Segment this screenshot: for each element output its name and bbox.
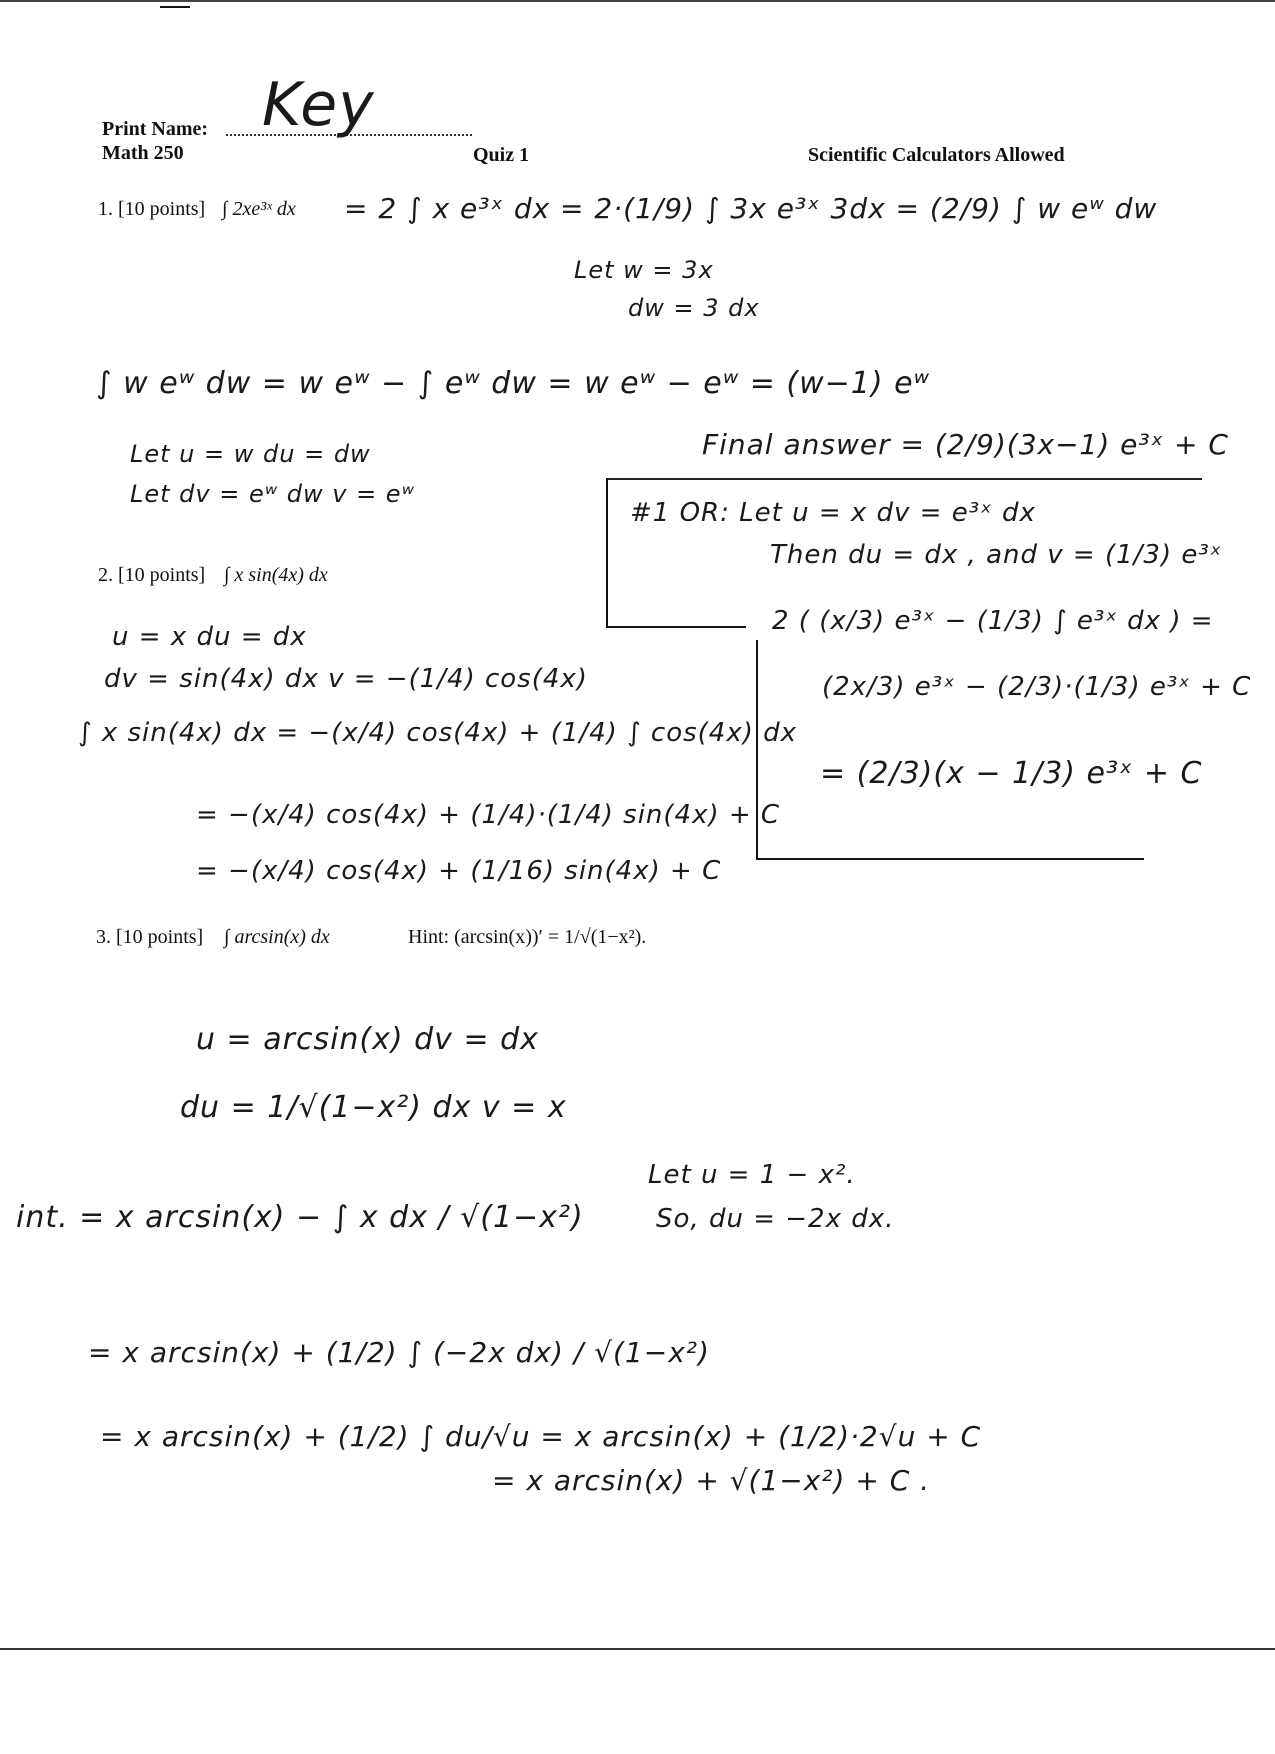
problem1-parts: ∫ w eʷ dw = w eʷ − ∫ eʷ dw = w eʷ − eʷ = (w−1) eʷ (96, 366, 930, 401)
problem2-dv-v: dv = sin(4x) dx v = −(1/4) cos(4x) (104, 664, 588, 694)
problem2-integral: ∫ x sin(4x) dx (224, 564, 328, 586)
problem3-integral: ∫ arcsin(x) dx (224, 926, 330, 948)
name-handwritten: Key (262, 70, 375, 140)
print-name-label: Print Name: (102, 118, 209, 140)
alt-box-line1: #1 OR: Let u = x dv = e³ˣ dx (630, 498, 1036, 528)
problem3-label: 3. [10 points] (96, 926, 204, 948)
problem1-final-answer: Final answer = (2/9)(3x−1) e³ˣ + C (702, 428, 1229, 461)
problem3-step1: = x arcsin(x) + (1/2) ∫ (−2x dx) / √(1−x²) (88, 1336, 710, 1369)
alt-box-curve-link (606, 626, 746, 628)
problem1-u: Let u = w du = dw (130, 440, 371, 468)
problem1-sub-w: Let w = 3x (574, 256, 714, 284)
quiz-label: Quiz 1 (473, 144, 530, 166)
scan-line-bottom (0, 1648, 1275, 1650)
alt-box-left-edge-upper (606, 478, 608, 628)
problem2-parts: ∫ x sin(4x) dx = −(x/4) cos(4x) + (1/4) ∫ cos(4x) dx (78, 718, 798, 748)
problem1-dv: Let dv = eʷ dw v = eʷ (130, 480, 415, 508)
alt-box-line2: Then du = dx , and v = (1/3) e³ˣ (770, 540, 1223, 570)
problem2-label: 2. [10 points] (98, 564, 206, 586)
alt-box-bottom-edge (756, 858, 1144, 860)
problem3-du-v: du = 1/√(1−x²) dx v = x (180, 1090, 567, 1125)
course-label: Math 250 (102, 142, 184, 164)
problem1-sub-dw: dw = 3 dx (628, 294, 760, 322)
alt-box-line4: (2x/3) e³ˣ − (2/3)·(1/3) e³ˣ + C (822, 672, 1252, 702)
scan-mark-top (160, 6, 190, 8)
alt-box-line5: = (2/3)(x − 1/3) e³ˣ + C (820, 756, 1203, 791)
problem3-sub-du: So, du = −2x dx. (656, 1204, 895, 1234)
problem3-sub-u: Let u = 1 − x². (648, 1160, 856, 1190)
problem3-parts: int. = x arcsin(x) − ∫ x dx / √(1−x²) (16, 1200, 584, 1235)
alt-box-line3: 2 ( (x/3) e³ˣ − (1/3) ∫ e³ˣ dx ) = (772, 606, 1214, 636)
problem3-answer: = x arcsin(x) + √(1−x²) + C . (492, 1464, 931, 1497)
problem1-step1: = 2 ∫ x e³ˣ dx = 2·(1/9) ∫ 3x e³ˣ 3dx = (2/9) ∫ w eʷ dw (344, 192, 1158, 225)
problem2-step2: = −(x/4) cos(4x) + (1/4)·(1/4) sin(4x) + C (196, 800, 781, 830)
problem3-u-dv: u = arcsin(x) dv = dx (196, 1022, 539, 1057)
problem1-integral: ∫ 2xe³ˣ dx (222, 198, 296, 220)
problem2-answer: = −(x/4) cos(4x) + (1/16) sin(4x) + C (196, 856, 722, 886)
calculator-policy: Scientific Calculators Allowed (808, 144, 1065, 166)
problem3-step2: = x arcsin(x) + (1/2) ∫ du/√u = x arcsin(x) + (1/2)·2√u + C (100, 1420, 982, 1453)
problem3-hint: Hint: (arcsin(x))′ = 1/√(1−x²). (408, 926, 647, 948)
problem1-label: 1. [10 points] (98, 198, 206, 220)
scan-edge-top (0, 0, 1275, 2)
problem2-u-du: u = x du = dx (112, 622, 307, 652)
